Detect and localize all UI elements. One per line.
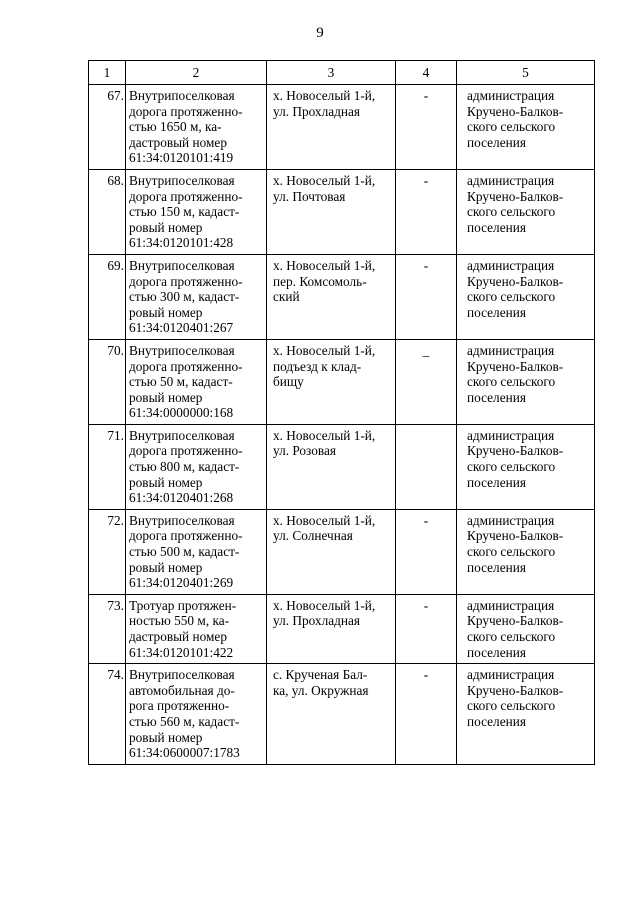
owner-line: поселения <box>467 644 526 660</box>
owner-line: администрация <box>467 427 555 443</box>
row-number: 73. <box>107 597 124 613</box>
table-body <box>89 61 595 765</box>
object-name-line: дастровый номер <box>129 134 227 150</box>
owner-line: администрация <box>467 597 555 613</box>
address-line: х. Новоселый 1-й, <box>273 342 376 358</box>
row-number: 70. <box>107 342 124 358</box>
address-cell <box>267 169 396 254</box>
column-header-1: 1 <box>89 61 126 85</box>
object-name-cell <box>126 85 267 170</box>
row-number: 72. <box>107 512 124 528</box>
owner-cell <box>457 85 595 170</box>
object-name-line: Тротуар протяжен- <box>129 597 237 613</box>
address-line: х. Новоселый 1-й, <box>273 597 376 613</box>
object-name-line: дорога протяженно- <box>129 358 243 374</box>
owner-line: поселения <box>467 713 526 729</box>
object-name-line: 61:34:0000000:168 <box>129 405 234 421</box>
table-row <box>89 169 595 254</box>
owner-line: Кручено-Балков- <box>467 188 564 204</box>
owner-line: администрация <box>467 257 555 273</box>
row-number: 74. <box>107 667 124 683</box>
table-row <box>89 254 595 339</box>
owner-cell <box>457 664 595 765</box>
object-name-line: дорога протяженно- <box>129 188 243 204</box>
object-name-cell <box>126 424 267 509</box>
table-header-row <box>89 61 595 85</box>
owner-line: Кручено-Балков- <box>467 682 564 698</box>
address-line: х. Новоселый 1-й, <box>273 88 376 103</box>
object-name-line: стью 500 м, кадаст- <box>129 544 240 560</box>
object-name-line: ровый номер <box>129 729 203 745</box>
column-header-2: 2 <box>126 61 267 85</box>
row-number-cell <box>89 85 126 170</box>
owner-line: Кручено-Балков- <box>467 103 564 119</box>
owner-line: ского сельского <box>467 289 556 305</box>
column-4-cell <box>396 85 457 170</box>
address-line: х. Новоселый 1-й, <box>273 427 376 443</box>
owner-line: Кручено-Балков- <box>467 443 564 459</box>
owner-cell <box>457 339 595 424</box>
address-cell <box>267 254 396 339</box>
address-cell <box>267 85 396 170</box>
row-number-cell <box>89 594 126 663</box>
address-cell <box>267 509 396 594</box>
table-row <box>89 509 595 594</box>
address-line: ул. Прохладная <box>273 103 361 119</box>
object-name-cell <box>126 339 267 424</box>
owner-line: поселения <box>467 474 526 490</box>
object-name-line: стью 800 м, кадаст- <box>129 459 240 475</box>
owner-line: поселения <box>467 219 526 235</box>
owner-line: ского сельского <box>467 629 556 644</box>
row-number-cell <box>89 509 126 594</box>
column-4-value: - <box>423 88 429 103</box>
column-4-value: - <box>423 172 429 188</box>
object-name-line: дорога протяженно- <box>129 443 243 459</box>
address-cell <box>267 424 396 509</box>
owner-line: ского сельского <box>467 119 556 135</box>
row-number-cell <box>89 169 126 254</box>
object-name-line: стью 1650 м, ка- <box>129 119 222 135</box>
owner-cell <box>457 169 595 254</box>
owner-line: Кручено-Балков- <box>467 613 564 629</box>
owner-cell <box>457 594 595 663</box>
object-name-line: Внутрипоселковая <box>129 88 235 103</box>
owner-line: Кручено-Балков- <box>467 358 564 374</box>
object-name-line: ровый номер <box>129 219 203 235</box>
address-line: ул. Солнечная <box>273 528 353 544</box>
object-name-line: стью 300 м, кадаст- <box>129 289 240 305</box>
address-line: ул. Прохладная <box>273 613 361 629</box>
address-line: ский <box>273 289 300 305</box>
object-name-line: стью 150 м, кадаст- <box>129 204 240 220</box>
object-name-line: ровый номер <box>129 559 203 575</box>
object-name-line: Внутрипоселковая <box>129 667 235 683</box>
object-name-line: ностью 550 м, ка- <box>129 613 230 629</box>
owner-line: ского сельского <box>467 459 556 475</box>
owner-line: администрация <box>467 172 555 188</box>
column-header-5: 5 <box>457 61 595 85</box>
address-line: ул. Розовая <box>273 443 337 459</box>
object-name-line: Внутрипоселковая <box>129 257 235 273</box>
object-name-line: Внутрипоселковая <box>129 427 235 443</box>
owner-line: администрация <box>467 512 555 528</box>
owner-line: администрация <box>467 88 555 103</box>
row-number-cell <box>89 424 126 509</box>
row-number: 68. <box>107 172 124 188</box>
owner-line: ского сельского <box>467 204 556 220</box>
address-line: подъезд к клад- <box>273 358 362 374</box>
column-4-cell <box>396 254 457 339</box>
owner-line: ского сельского <box>467 374 556 390</box>
address-line: ул. Почтовая <box>273 188 346 204</box>
address-line: х. Новоселый 1-й, <box>273 257 376 273</box>
row-number-cell <box>89 664 126 765</box>
owner-cell <box>457 424 595 509</box>
page-number: 9 <box>316 25 324 41</box>
column-4-value: - <box>423 667 429 683</box>
object-name-line: дорога протяженно- <box>129 273 243 289</box>
object-name-line: 61:34:0120401:268 <box>129 490 234 506</box>
row-number: 71. <box>107 427 124 443</box>
owner-cell <box>457 254 595 339</box>
column-4-cell <box>396 424 457 509</box>
owner-line: ского сельского <box>467 544 556 560</box>
column-4-cell <box>396 594 457 663</box>
object-name-line: ровый номер <box>129 304 203 320</box>
table-row <box>89 424 595 509</box>
owner-line: Кручено-Балков- <box>467 273 564 289</box>
owner-line: ского сельского <box>467 698 556 714</box>
property-registry-table <box>88 60 595 765</box>
object-name-line: стью 560 м, кадаст- <box>129 713 240 729</box>
owner-line: администрация <box>467 342 555 358</box>
object-name-line: 61:34:0120401:269 <box>129 575 234 591</box>
table-row <box>89 85 595 170</box>
object-name-line: Внутрипоселковая <box>129 172 235 188</box>
row-number: 69. <box>107 257 124 273</box>
address-line: бищу <box>273 374 304 390</box>
column-4-value: _ <box>422 342 430 358</box>
object-name-line: автомобильная до- <box>129 682 235 698</box>
address-cell <box>267 594 396 663</box>
object-name-line: Внутрипоселковая <box>129 342 235 358</box>
address-line: с. Крученая Бал- <box>273 667 368 683</box>
address-line: ка, ул. Окружная <box>273 682 369 698</box>
column-4-value: - <box>423 257 429 273</box>
table-row <box>89 594 595 663</box>
column-4-value: - <box>423 597 429 613</box>
column-header-4: 4 <box>396 61 457 85</box>
address-cell <box>267 664 396 765</box>
address-line: х. Новоселый 1-й, <box>273 172 376 188</box>
object-name-cell <box>126 664 267 765</box>
owner-line: поселения <box>467 304 526 320</box>
object-name-line: 61:34:0120101:419 <box>129 150 234 166</box>
column-4-cell <box>396 509 457 594</box>
column-4-cell <box>396 169 457 254</box>
address-cell <box>267 339 396 424</box>
object-name-line: 61:34:0120101:428 <box>129 235 234 251</box>
object-name-line: дорога протяженно- <box>129 103 243 119</box>
object-name-line: ровый номер <box>129 389 203 405</box>
owner-line: поселения <box>467 389 526 405</box>
table-row <box>89 339 595 424</box>
owner-line: поселения <box>467 134 526 150</box>
object-name-line: ровый номер <box>129 474 203 490</box>
object-name-line: 61:34:0600007:1783 <box>129 745 240 761</box>
object-name-line: дастровый номер <box>129 629 227 644</box>
object-name-line: Внутрипоселковая <box>129 512 235 528</box>
object-name-line: стью 50 м, кадаст- <box>129 374 233 390</box>
address-line: х. Новоселый 1-й, <box>273 512 376 528</box>
column-4-value: - <box>423 512 429 528</box>
object-name-line: дорога протяженно- <box>129 528 243 544</box>
owner-cell <box>457 509 595 594</box>
object-name-cell <box>126 254 267 339</box>
owner-line: администрация <box>467 667 555 683</box>
owner-line: Кручено-Балков- <box>467 528 564 544</box>
object-name-cell <box>126 594 267 663</box>
object-name-cell <box>126 509 267 594</box>
object-name-line: 61:34:0120101:422 <box>129 644 234 660</box>
address-line: пер. Комсомоль- <box>273 273 367 289</box>
object-name-line: рога протяженно- <box>129 698 230 714</box>
row-number-cell <box>89 254 126 339</box>
object-name-cell <box>126 169 267 254</box>
column-4-cell <box>396 339 457 424</box>
row-number-cell <box>89 339 126 424</box>
table-row <box>89 664 595 765</box>
column-4-cell <box>396 664 457 765</box>
object-name-line: 61:34:0120401:267 <box>129 320 234 336</box>
row-number: 67. <box>107 88 124 103</box>
column-header-3: 3 <box>267 61 396 85</box>
owner-line: поселения <box>467 559 526 575</box>
